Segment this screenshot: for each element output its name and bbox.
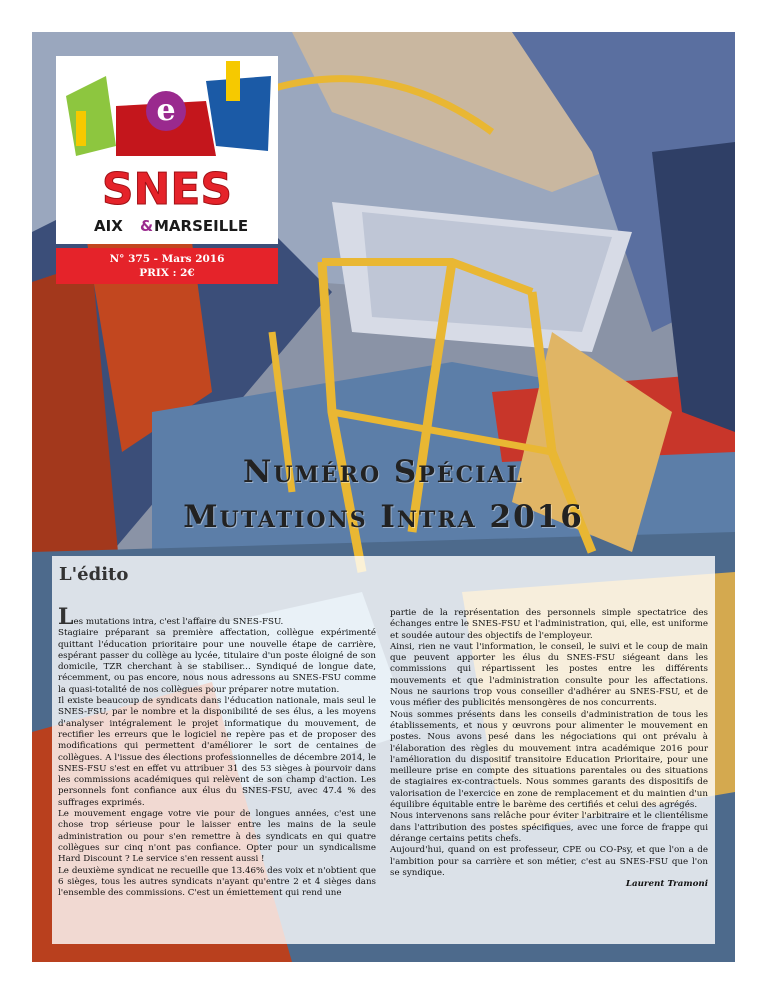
edito-signature: Laurent Tramoni — [625, 879, 708, 890]
drop-cap: L — [58, 604, 74, 630]
snes-logo — [56, 56, 278, 244]
edito-paragraph: Nous sommes présents dans les conseils d'administration de tous les établissements, et nous y œuvrons pour alimenter le mouvement en postes. Nous avons pesé dans les négociations qui ont prévalu à l'élaboration des règles du mouvement intra académique 2016 pour l'amélioration du dispositif transitoire Education Prioritaire, pour une meilleure prise en compte des situations parentales ou des situations de stagiaires ex-contractuels. Nous sommes garants des dispositifs de valorisation de l'exercice en zone de remplacement et du maintien d'un équilibre équitable entre le barème des certifiés et celui des agrégés. — [390, 709, 708, 811]
edito-paragraph: Ainsi, rien ne vaut l'information, le conseil, le suivi et le coup de main que peuvent apporter les élus du SNES-FSU siégeant dans les commissions qui répartissent les postes entre les différents mouvements et que l'administration consulte pour les affectations. Nous ne saurions trop vous conseiller d'adhérer au SNES-FSU, et de vous méfier des publicités mensongères de nos concurrents. — [390, 641, 708, 709]
headline-line-2: Mutations Intra 2016 — [183, 499, 584, 535]
edito-column-right — [390, 608, 708, 890]
edito-lead-text: es mutations intra, c'est l'affaire du SNES-FSU. — [73, 617, 284, 627]
magazine-cover — [32, 32, 735, 962]
edito-lead — [58, 604, 376, 630]
logo-ampersand: & — [140, 217, 154, 235]
edito-paragraph: Le mouvement engage votre vie pour de longues années, c'est une chose trop sérieuse pour le laisser entre les mains de la seule administration ou pour s'en remettre à des syndicats en qui quatre collègues sur cinq n'ont pas confiance. Opter pour un syndicalisme Hard Discount ? Le service s'en ressent aussi ! — [58, 809, 376, 865]
logo-graphic — [56, 56, 278, 244]
issue-price: PRIX : 2€ — [139, 267, 195, 279]
logo-city-marseille: MARSEILLE — [154, 217, 249, 235]
logo-city-aix: AIX — [94, 217, 123, 235]
edito-paragraph: Aujourd'hui, quand on est professeur, CPE ou CO-Psy, et que l'on a de l'ambition pour sa carrière et son métier, c'est au SNES-FSU que l'on se syndique. — [390, 845, 708, 878]
logo-brand: SNES — [101, 164, 233, 215]
logo-letter-e: e — [156, 93, 176, 128]
edito-paragraph: Le deuxième syndicat ne recueille que 13.46% des voix et n'obtient que 6 sièges, tous les autres syndicats n'ayant qu'entre 2 et 4 sièges dans l'ensemble des commissions. C'est un émiettement qui rend une — [58, 865, 376, 899]
headline-line-1: Numéro Spécial — [243, 454, 524, 490]
edito-paragraph: partie de la représentation des personnels simple spectatrice des échanges entre le SNES-FSU et l'administration, qui, elle, est uniforme et soudée autour des objectifs de l'employeur. — [390, 608, 708, 641]
issue-banner — [56, 248, 278, 284]
edito-paragraph: Il existe beaucoup de syndicats dans l'éducation nationale, mais seul le SNES-FSU, par le nombre et la disponibilité de ses élus, a les moyens d'analyser intégralement le projet informatique du mouvement, de rectifier les erreurs que le logiciel ne repère pas et de proposer des modifications qui permettent d'améliorer le sort de centaines de collègues. A l'issue des élections professionnelles de décembre 2014, le SNES-FSU s'est en effet vu attribuer 31 des 53 sièges à pourvoir dans les commissions académiques qui relèvent de son champ d'action. Les personnels font confiance aux élus du SNES-FSU, avec 47.4 % des suffrages exprimés. — [58, 696, 376, 808]
edito-title: L'édito — [59, 564, 129, 585]
edito-box — [52, 556, 715, 944]
edito-column-left — [58, 604, 376, 899]
edito-paragraph: Stagiaire préparant sa première affectation, collègue expérimenté quittant l'éducation prioritaire pour une nouvelle étape de carrière, espérant passer du collège au lycée, titulaire d'un poste éloigné de son domicile, TZR cherchant à se stabiliser... Syndiqué de longue date, récemment, ou pas encore, nous nous adressons au SNES-FSU comme la quasi-totalité de nos collègues pour préparer notre mutation. — [58, 628, 376, 695]
edito-paragraph: Nous intervenons sans relâche pour éviter l'arbitraire et le clientélisme dans l'attribution des postes spécifiques, avec une force de frappe qui dérange certains petits chefs. — [390, 811, 708, 844]
issue-number: N° 375 - Mars 2016 — [109, 253, 225, 265]
